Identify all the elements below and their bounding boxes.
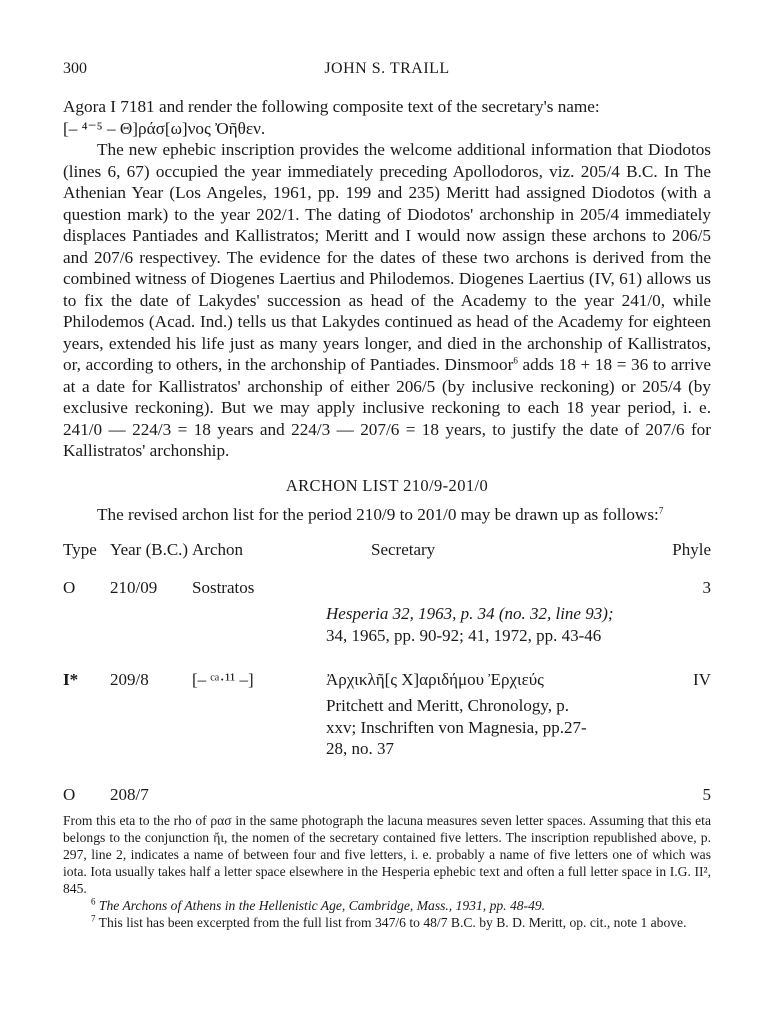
greek-secretary-name: [– ⁴⁻⁵ – Θ]ράσ[ω]νος Ὀῆθεν. <box>63 118 266 138</box>
row-type: O <box>63 578 76 597</box>
table-header-row <box>63 539 711 577</box>
section-heading: ARCHON LIST 210/9-201/0 <box>285 475 489 495</box>
ref2-line2: xxv; Inschriften von Magnesia, pp.27- <box>326 717 587 737</box>
ref2-line3: 28, no. 37 <box>326 739 394 758</box>
table-reference <box>63 601 711 669</box>
header-type: Type <box>63 540 97 559</box>
row-archon: Sostratos <box>192 578 255 597</box>
table-row <box>63 669 711 693</box>
reference-text <box>326 695 656 760</box>
footnote-ref-6: 6 <box>513 355 518 366</box>
header-year: Year (B.C.) <box>110 540 189 559</box>
header-secretary: Secretary <box>371 540 436 559</box>
footnote-6-number: 6 <box>91 896 96 907</box>
header-phyle: Phyle <box>672 540 711 559</box>
row-phyle: 5 <box>702 785 711 804</box>
row-phyle: 3 <box>702 578 711 597</box>
footnotes <box>63 812 711 931</box>
section-intro-text: The revised archon list for the period 210/9 to 201/0 may be drawn up as follows: <box>97 504 659 524</box>
row-type: I* <box>63 670 79 689</box>
body-text <box>63 96 711 462</box>
paragraph-1-line-1: Agora I 7181 and render the following composite text of the secretary's name: <box>63 97 600 116</box>
paragraph-2-text: The new ephebic inscription provides the welcome additional information that Diodotos (lines 6, 67) occupied the year immediately preceding Apollodoros, viz. 205/4 B.C. In The Athenian Year (Los Angeles, 1961, pp. 199 and 235) Meritt had assigned Diodotos (with a question mark) to the year 202/1. The dating of Diodotos' archonship in 205/4 immediately displaces Pantiades and Kallistratos; Meritt and I would now assign these archons to 206/5 and 207/6 respectivey. The evidence for the dates of these two archons is derived from the combined witness of Diogenes Laertius and Philodemos. Diogenes Laertius (IV, 61) allows us to fix the date of Lakydes' succession as head of the Academy to the year 241/0, while Philodemos (Acad. Ind.) tells us that Lakydes continued as head of the Academy for eighteen years, extended his life just as many years longer, and died in the archonship of Kallistratos, or, according to others, in the archonship of Pantiades. Dinsmoor <box>63 140 711 374</box>
row-phyle: IV <box>693 670 711 689</box>
ref1-line1: Hesperia 32, 1963, p. 34 (no. 32, line 93); <box>326 604 614 623</box>
running-head-author: JOHN S. TRAILL <box>324 60 450 77</box>
table-row <box>63 577 711 601</box>
table-row <box>63 784 711 808</box>
running-head <box>63 60 711 84</box>
footnote-5: From this eta to the rho of ρασ in the same photograph the lacuna measures seven letter spaces. Assuming that this eta belongs to the conjunction ἤι, the nomen of the secretary contained five letters. The inscription republished above, p. 297, line 2, indicates a name of between four and five letters, i. e. probably a name of five letters one of which was iota. Iota usually takes half a letter space elsewhere in the Hesperia ephebic text and often a full letter space in I.G. II², 845. <box>63 813 711 896</box>
table-reference <box>63 693 711 784</box>
ref2-line1: Pritchett and Meritt, Chronology, p. <box>326 696 570 715</box>
footnote-7 <box>63 914 711 931</box>
row-archon: [– ᶜᵃ·¹¹ –] <box>192 670 254 689</box>
paragraph-1 <box>63 96 711 139</box>
archon-table <box>63 539 711 808</box>
row-year: 209/8 <box>110 670 149 689</box>
section-intro <box>63 504 711 526</box>
section-intro-block <box>63 504 711 526</box>
row-year: 210/09 <box>110 578 158 597</box>
reference-text <box>326 603 656 646</box>
row-year: 208/7 <box>110 785 149 804</box>
footnote-ref-7: 7 <box>658 504 664 515</box>
row-type: O <box>63 785 76 804</box>
footnote-6-text: The Archons of Athens in the Hellenistic Age, Cambridge, Mass., 1931, pp. 48-49. <box>98 898 546 913</box>
ref1-line2: 34, 1965, pp. 90-92; 41, 1972, pp. 43-46 <box>326 625 602 645</box>
footnote-7-text: This list has been excerpted from the full list from 347/6 to 48/7 B.C. by B. D. Meritt, op. cit., note 1 above. <box>98 915 687 930</box>
header-archon: Archon <box>192 540 243 559</box>
footnote-6 <box>63 897 711 914</box>
paragraph-2 <box>63 139 711 462</box>
page-number: 300 <box>63 60 87 77</box>
paragraph-2-continued: adds 18 + 18 = 36 to arrive at a date for Kallistratos' archonship of either 206/5 (by inclusive reckoning) or 205/4 (by exclusive reckoning). But we may apply inclusive reckoning to each 18 year period, i. e. 241/0 — 224/3 = 18 years and 224/3 — 207/6 = 18 years, to justify the date of 207/6 for Kallistratos' archonship. <box>63 355 711 460</box>
footnote-7-number: 7 <box>91 913 96 924</box>
row-secretary: Ἀρχικλῆ[ς Χ]αριδήμου Ἐρχιεύς <box>326 670 544 689</box>
